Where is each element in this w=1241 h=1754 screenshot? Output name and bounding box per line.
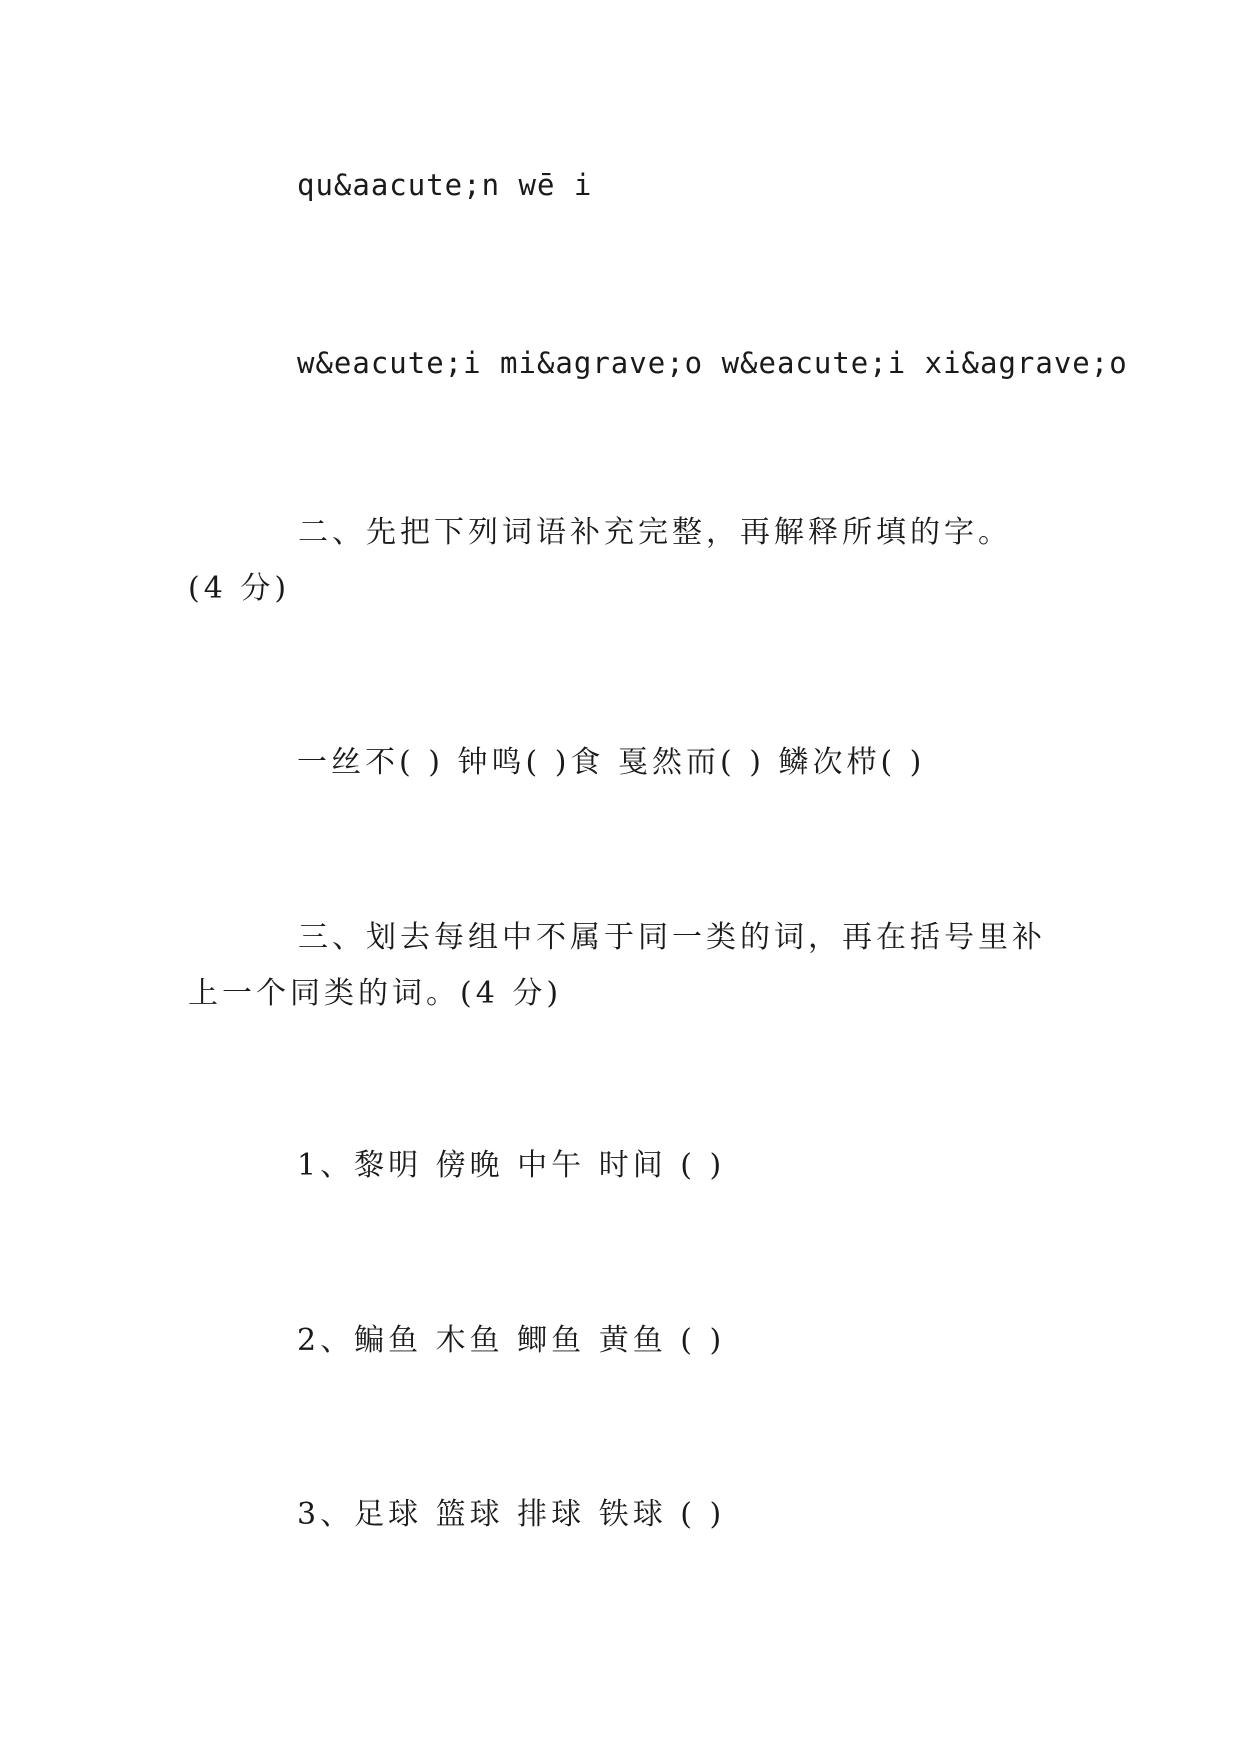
question-3-item-3: 3、足球 篮球 排球 铁球 ( ) [297,1497,726,1532]
pinyin-line-1: qu&aacute;n wē i [297,168,593,202]
question-3-item-2: 2、鳊鱼 木鱼 鲫鱼 黄鱼 ( ) [297,1323,726,1358]
pinyin-line-2: w&eacute;i mi&agrave;o w&eacute;i xi&agrave;o [297,346,1128,380]
question-3-item-1: 1、黎明 傍晚 中午 时间 ( ) [297,1148,726,1183]
question-2-items: 一丝不( ) 钟鸣( )食 戛然而( ) 鳞次栉( ) [297,745,926,780]
question-3-heading: 三、划去每组中不属于同一类的词，再在括号里补上一个同类的词。(4 分) [188,920,1046,1011]
question-2-heading: 二、先把下列词语补充完整，再解释所填的字。(4 分) [188,515,1012,606]
